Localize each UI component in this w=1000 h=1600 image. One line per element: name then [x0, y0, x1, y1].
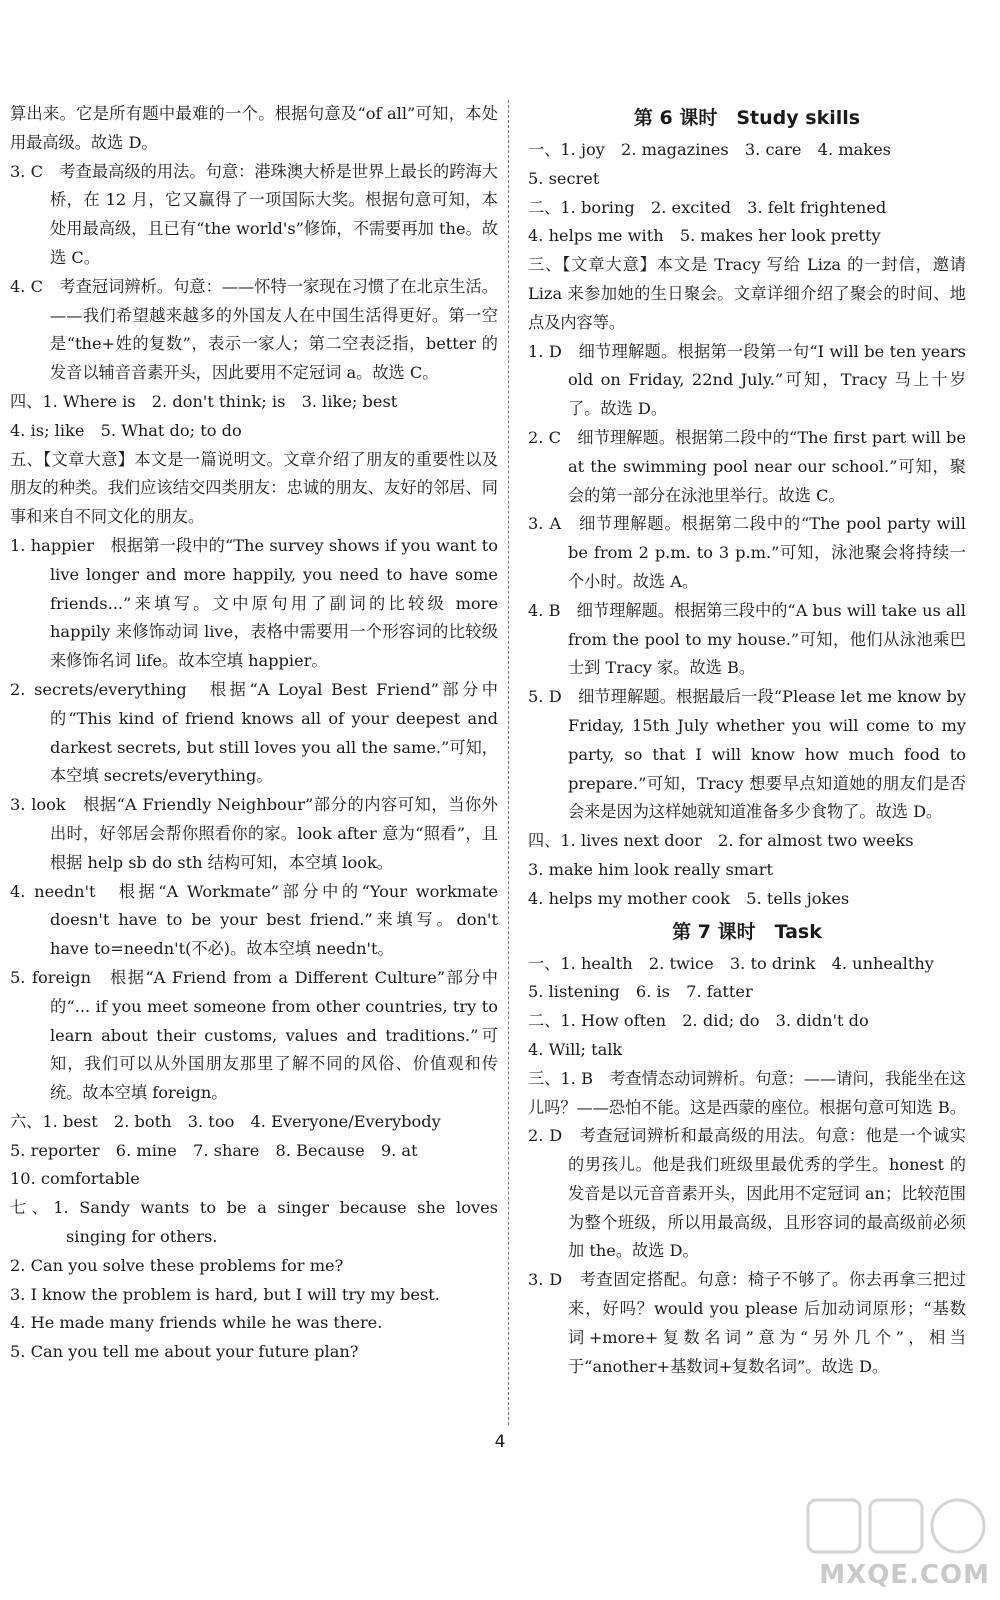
watermark-logo [800, 1490, 990, 1590]
left-para-15: 2. Can you solve these problems for me? [10, 1255, 344, 1275]
s6-para-12: 4. helps my mother cook 5. tells jokes [528, 888, 850, 908]
s6-para-8: 4. B 细节理解题。根据第三段中的“A bus will take us all from the pool to my house.”可知，他们从泳池乘巴士到 Tracy 家。故选 B。 [528, 600, 966, 678]
s6-para-11: 3. make him look really smart [528, 859, 774, 879]
s6-para-1: 5. secret [528, 168, 600, 188]
left-para-16: 3. I know the problem is hard, but I will try my best. [10, 1284, 440, 1304]
s6-para-0: 一、1. joy 2. magazines 3. care 4. makes [528, 140, 891, 159]
left-para-8: 3. look 根据“A Friendly Neighbour”部分的内容可知，当你外出时，好邻居会帮你照看你的家。look after 意为“照看”，且根据 help sb do sth 结构可知，本空填 look。 [10, 795, 498, 872]
left-para-4: 4. is; like 5. What do; to do [10, 420, 242, 440]
s6-para-9: 5. D 细节理解题。根据最后一段“Please let me know by Friday, 15th July whether you will come to my party, so that I will know how much food to prepare.”可知，Tracy 想要早点知道她的朋友们是否会来是因为这样她就知道准备多少食物了。故选 D。 [528, 687, 966, 822]
left-column [10, 100, 498, 1367]
left-para-6: 1. happier 根据第一段中的“The survey shows if you want to live longer and more happily, you need to have some friends...”来填写。文中原句用了副词的比较级 more happily 来修饰动词 live，表格中需要用一个形容词的比较级来修饰名词 life。故本空填 happier。 [10, 535, 498, 671]
s6-para-3: 4. helps me with 5. makes her look pretty [528, 226, 881, 246]
left-para-9: 4. needn't 根据“A Workmate”部分中的“Your workmate doesn't have to be your best friend.”来填写。don't have to=needn't(不必)。故本空填 needn't。 [10, 881, 498, 959]
s7-para-6: 3. D 考查固定搭配。句意：椅子不够了。你去再拿三把过来，好吗？would you please 后加动词原形；“基数词+more+复数名词”意为“另外几个”，相当于“another+基数词+复数名词”。故选 D。 [528, 1270, 966, 1376]
s6-para-6: 2. C 细节理解题。根据第二段中的“The first part will be at the swimming pool near our school.”可知，聚会的第一部分在泳池里举行。故选 C。 [528, 427, 966, 505]
left-para-17: 4. He made many friends while he was there. [10, 1313, 383, 1333]
watermark-text: MXQE.COM [819, 1560, 990, 1590]
s7-para-1: 5. listening 6. is 7. fatter [528, 982, 753, 1002]
left-para-0: 算出来。它是所有题中最难的一个。根据句意及“of all”可知，本处用最高级。故选 D。 [10, 104, 498, 152]
s6-para-4: 三、【文章大意】本文是 Tracy 写给 Liza 的一封信，邀请 Liza 来参加她的生日聚会。文章详细介绍了聚会的时间、地点及内容等。 [528, 255, 966, 332]
s6-para-10: 四、1. lives next door 2. for almost two weeks [528, 831, 914, 851]
s6-para-7: 3. A 细节理解题。根据第二段中的“The pool party will be from 2 p.m. to 3 p.m.”可知，泳池聚会将持续一个小时。故选 A。 [528, 514, 966, 591]
column-divider [508, 100, 509, 1425]
left-para-5: 五、【文章大意】本文是一篇说明文。文章介绍了朋友的重要性以及朋友的种类。我们应该结交四类朋友：忠诚的朋友、友好的邻居、同事和来自不同文化的朋友。 [10, 449, 498, 527]
left-para-3: 四、1. Where is 2. don't think; is 3. like; best [10, 391, 398, 411]
left-para-2: 4. C 考查冠词辨析。句意：——怀特一家现在习惯了在北京生活。——我们希望越来越多的外国友人在中国生活得更好。第一空是“the+姓的复数”，表示一家人；第二空表泛指，better 的发音以辅音音素开头，因此要用不定冠词 a。故选 C。 [10, 276, 498, 383]
lesson-6-heading: 第 6 课时 Study skills [633, 107, 861, 129]
watermark-logo-icon [800, 1490, 990, 1560]
left-para-12: 5. reporter 6. mine 7. share 8. Because 9. at [10, 1140, 418, 1160]
s7-para-5: 2. D 考查冠词辨析和最高级的用法。句意：他是一个诚实的男孩儿。他是我们班级里最优秀的学生。honest 的发音是以元音音素开头，因此用不定冠词 an；比较范围为整个班级，所以用最高级，且形容词的最高级前必须加 the。故选 D。 [528, 1126, 966, 1261]
left-para-18: 5. Can you tell me about your future plan? [10, 1342, 359, 1362]
right-column [528, 100, 966, 1381]
s7-para-2: 二、1. How often 2. did; do 3. didn't do [528, 1011, 869, 1031]
s7-para-3: 4. Will; talk [528, 1039, 623, 1059]
s7-para-4: 三、1. B 考查情态动词辨析。句意：——请问，我能坐在这儿吗？——恐怕不能。这是西蒙的座位。根据句意可知选 B。 [528, 1068, 966, 1117]
lesson-7-heading: 第 7 课时 Task [672, 920, 822, 943]
left-para-10: 5. foreign 根据“A Friend from a Different Culture”部分中的“... if you meet someone from other countries, try to learn about their customs, values and traditions.”可知，我们可以从外国朋友那里了解不同的风俗、价值观和传统。故本空填 foreign。 [10, 967, 498, 1103]
left-para-7: 2. secrets/everything 根据“A Loyal Best Friend”部分中的“This kind of friend knows all of your deepest and darkest secrets, but still loves you all the same.”可知，本空填 secrets/everything。 [10, 679, 498, 786]
s6-para-5: 1. D 细节理解题。根据第一段第一句“I will be ten years old on Friday, 22nd July.”可知，Tracy 马上十岁了。故选 D。 [528, 341, 966, 419]
s7-para-0: 一、1. health 2. twice 3. to drink 4. unhealthy [528, 953, 934, 973]
left-para-13: 10. comfortable [10, 1169, 140, 1189]
s6-para-2: 二、1. boring 2. excited 3. felt frightened [528, 197, 887, 217]
left-para-14: 七、1. Sandy wants to be a singer because she loves singing for others. [10, 1198, 498, 1247]
left-para-1: 3. C 考查最高级的用法。句意：港珠澳大桥是世界上最长的跨海大桥，在 12 月，它又赢得了一项国际大奖。根据句意可知，本处用最高级，且已有“the world's”修饰，不需要再加 the。故选 C。 [10, 161, 498, 267]
left-para-11: 六、1. best 2. both 3. too 4. Everyone/Everybody [10, 1111, 441, 1131]
page-number: 4 [494, 1432, 506, 1452]
